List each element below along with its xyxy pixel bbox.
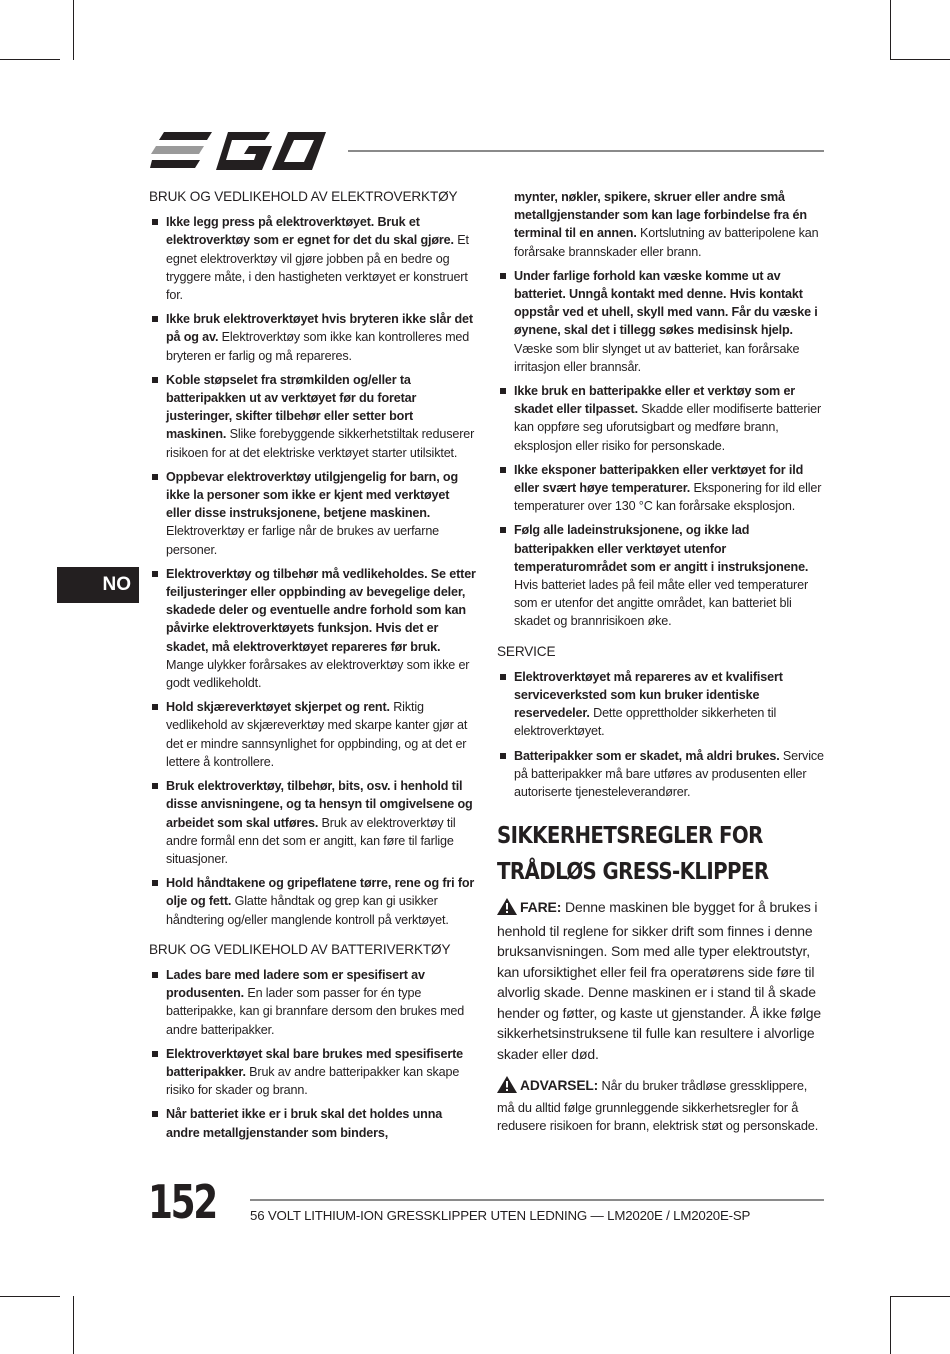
- list-item: [149, 371, 476, 462]
- item-text: Service på batteripakker må bare utføres av produsenten eller autoriserte tjenesteleverandører.: [514, 748, 824, 800]
- item-text: Hvis batteriet lades på feil måte eller ved temperaturer som er utenfor det angitte området, kan batteriet bli skadet og brannrisikoen øke.: [514, 578, 808, 629]
- item-text: Eksponering for ild eller temperaturer over 130 °C kan forårsake eksplosjon.: [514, 481, 822, 514]
- item-bold: Hold håndtakene og gripeflatene tørre, rene og fri for olje og fett.: [166, 876, 475, 909]
- item-text: Elektroverktøy som ikke kan kontrolleres med bryteren er farlig og må repareres.: [166, 330, 470, 363]
- bullet-square-icon: [500, 674, 506, 680]
- item-text: Mange ulykker forårsakes av elektroverktøy som ikke er godt vedlikeholdt.: [166, 657, 470, 691]
- bullet-square-icon: [500, 753, 506, 759]
- crop-mark: [890, 1296, 891, 1354]
- warning-paragraph: [497, 1076, 824, 1135]
- list-item: [149, 213, 476, 304]
- crop-mark: [890, 59, 950, 60]
- bullet-square-icon: [152, 316, 158, 322]
- item-text: Skadde eller modifiserte batterier kan oppføre seg uforutsigbart og medføre brann, eksplosjon eller risiko for personskade.: [514, 402, 822, 453]
- header-rule: [348, 150, 824, 152]
- bullet-square-icon: [500, 273, 506, 279]
- item-text: Kortslutning av batteripolene kan forårsake brannskader eller brann.: [514, 226, 819, 259]
- list-item: [497, 382, 824, 455]
- item-bold: Batteripakker som er skadet, må aldri brukes.: [514, 748, 780, 763]
- bullet-square-icon: [152, 704, 158, 710]
- danger-label: FARE:: [520, 899, 562, 916]
- list-item: [497, 521, 824, 630]
- bullet-square-icon: [152, 571, 158, 577]
- bullet-square-icon: [152, 1051, 158, 1057]
- ego-logo: [150, 130, 332, 172]
- list-item: [497, 668, 824, 741]
- item-bold: mynter, nøkler, spikere, skruer eller andre små metallgjenstander som kan lage forbindelse fra én terminal til en annen.: [514, 190, 807, 241]
- item-text: Bruk av elektroverktøy til andre formål enn det som er angitt, kan føre til farlige situasjoner.: [166, 815, 456, 866]
- item-bold: Oppbevar elektroverktøy utilgjengelig for barn, og ikke la personer som ikke er kjent med verktøyet eller disse instruksjonene, betjene maskinen.: [166, 469, 459, 521]
- bullet-square-icon: [152, 1111, 158, 1117]
- item-bold: Ikke legg press på elektroverktøyet. Bruk et elektroverktøy som er egnet for det du skal gjøre.: [166, 215, 454, 248]
- warning-text: Når du bruker trådløse gressklippere, må du alltid følge grunnleggende sikkerhetsregler for å redusere risikoen for brann, elektrisk støt og personskade.: [497, 1078, 819, 1133]
- crop-mark: [890, 0, 891, 60]
- warning-label: ADVARSEL:: [520, 1078, 599, 1094]
- bullet-square-icon: [152, 219, 158, 225]
- section-heading: SERVICE: [497, 643, 556, 659]
- item-bold: Koble støpselet fra strømkilden og/eller ta batteripakken ut av verktøyet før du foretar justeringer, skifter tilbehør eller setter bort maskinen.: [166, 372, 417, 442]
- item-bold: Elektroverktøyet skal bare brukes med spesifiserte batteripakker.: [166, 1046, 464, 1079]
- item-text: Bruk av andre batteripakker kan skape risiko for skader og brann.: [166, 1064, 460, 1098]
- list-item: [149, 1045, 476, 1100]
- crop-mark: [890, 1296, 950, 1297]
- crop-mark: [0, 59, 60, 60]
- safety-heading: SIKKERHETSREGLER FOR TRÅDLØS GRESS-KLIPPER: [497, 823, 769, 886]
- item-bold: Bruk elektroverktøy, tilbehør, bits, osv. i henhold til disse anvisningene, og ta hensyn til omgivelsene og arbeidet som skal utføres.: [166, 779, 473, 830]
- item-bold: Ikke bruk en batteripakke eller et verktøy som er skadet eller tilpasset.: [514, 384, 796, 417]
- item-text: Glatte håndtak og grep kan gi usikker håndtering og/eller manglende kontroll på verktøyet.: [166, 894, 449, 927]
- danger-text: Denne maskinen ble bygget for å brukes i henhold til reglene for sikker drift som finnes i denne bruksanvisningen. Som med alle typer elektroutstyr, kan uforsiktighet eller feil fra operatørens side føre til alvorlig skade. Denne maskinen er i stand til å skade hender og føtter, og kaste ut gjenstander. Å ikke følge sikkerhetsinstruksene til fulle kan resultere i alvorlige skader eller død.: [497, 899, 822, 1062]
- item-text: Elektroverktøy er farlige når de brukes av uerfarne personer.: [166, 524, 440, 557]
- right-column: [497, 188, 824, 1147]
- bullet-square-icon: [152, 474, 158, 480]
- item-bold: Når batteriet ikke er i bruk skal det holdes unna andre metallgjenstander som binders,: [166, 1107, 443, 1140]
- item-bold: Elektroverktøyet må repareres av et kvalifisert serviceverksted som kun bruker identiske reservedeler.: [514, 669, 783, 721]
- crop-mark: [73, 1296, 74, 1354]
- item-text: Riktig vedlikehold av skjæreverktøy med skarpe kanter gjør at det er mindre sannsynlighet for oppbinding, og at det er lettere å kontrollere.: [166, 700, 468, 769]
- list-item: [497, 461, 824, 516]
- danger-paragraph: [497, 897, 824, 1064]
- crop-mark: [0, 1296, 60, 1297]
- list-item: [149, 777, 476, 868]
- list-item: [149, 966, 476, 1039]
- list-item: [149, 565, 476, 692]
- page-number: 152: [148, 1175, 216, 1229]
- crop-mark: [73, 0, 74, 60]
- item-text: En lader som passer for én type batteripakke, kan gi brannfare dersom den brukes med andre batteripakker.: [166, 986, 465, 1037]
- bullet-square-icon: [152, 880, 158, 886]
- language-tab: NO: [57, 567, 139, 603]
- item-bold: Elektroverktøy og tilbehør må vedlikeholdes. Se etter feiljusteringer eller oppbinding av bevegelige deler, skadede deler og eventuelle andre forhold som kan påvirke elektroverktøyets funksjon. Hvis det er skadet, må elektroverktøyet repareres før bruk.: [166, 566, 476, 654]
- list-item: [149, 698, 476, 771]
- warning-triangle-icon: [497, 898, 517, 921]
- section-heading: BRUK OG VEDLIKEHOLD AV BATTERIVERKTØY: [149, 941, 451, 957]
- item-bold: Hold skjæreverktøyet skjerpet og rent.: [166, 700, 390, 715]
- item-text: Dette opprettholder sikkerheten til elektroverktøyet.: [514, 706, 777, 739]
- item-bold: Under farlige forhold kan væske komme ut av batteriet. Unngå kontakt med denne. Hvis kontakt oppstår ved et uhell, skyll med vann. Får du væske i øynene, skal det i tillegg søkes medisinsk hjelp.: [514, 268, 818, 338]
- item-text: Slike forebyggende sikkerhetstiltak reduserer risikoen for at det elektriske verktøyet starter utilsiktet.: [166, 427, 475, 460]
- list-item: [149, 310, 476, 365]
- item-bold: Lades bare med ladere som er spesifisert av produsenten.: [166, 967, 425, 1001]
- item-bold: Følg alle ladeinstruksjonene, og ikke lad batteripakken eller verktøyet utenfor temperaturområdet som er angitt i instruksjonene.: [514, 523, 809, 574]
- bullet-square-icon: [152, 377, 158, 383]
- list-item: [497, 747, 824, 802]
- section-heading: BRUK OG VEDLIKEHOLD AV ELEKTROVERKTØY: [149, 189, 458, 204]
- bullet-square-icon: [152, 972, 158, 978]
- ego-logo-graphic: [150, 130, 332, 172]
- list-item: [497, 267, 824, 376]
- item-bold: Ikke eksponer batteripakken eller verktøyet for ild eller svært høye temperaturer.: [514, 462, 804, 496]
- list-item: [149, 468, 476, 559]
- bullet-square-icon: [500, 467, 506, 473]
- left-column: [149, 188, 476, 1148]
- list-item: [149, 874, 476, 929]
- list-item-continued: [497, 188, 824, 261]
- bullet-square-icon: [500, 527, 506, 533]
- warning-triangle-icon: [497, 1076, 517, 1098]
- item-text: Væske som blir slynget ut av batteriet, kan forårsake irritasjon eller brannsår.: [514, 341, 800, 374]
- footer-title: 56 VOLT LITHIUM-ION GRESSKLIPPER UTEN LEDNING — LM2020E / LM2020E-SP: [250, 1208, 751, 1223]
- footer-rule: [250, 1199, 824, 1201]
- bullet-square-icon: [152, 783, 158, 789]
- bullet-square-icon: [500, 388, 506, 394]
- item-bold: Ikke bruk elektroverktøyet hvis bryteren ikke slår det på og av.: [166, 312, 473, 345]
- list-item: [149, 1105, 476, 1141]
- item-text: Et egnet elektroverktøy vil gjøre jobben på en bedre og tryggere måte, i den hastigheten verktøyet er konstruert for.: [166, 233, 469, 303]
